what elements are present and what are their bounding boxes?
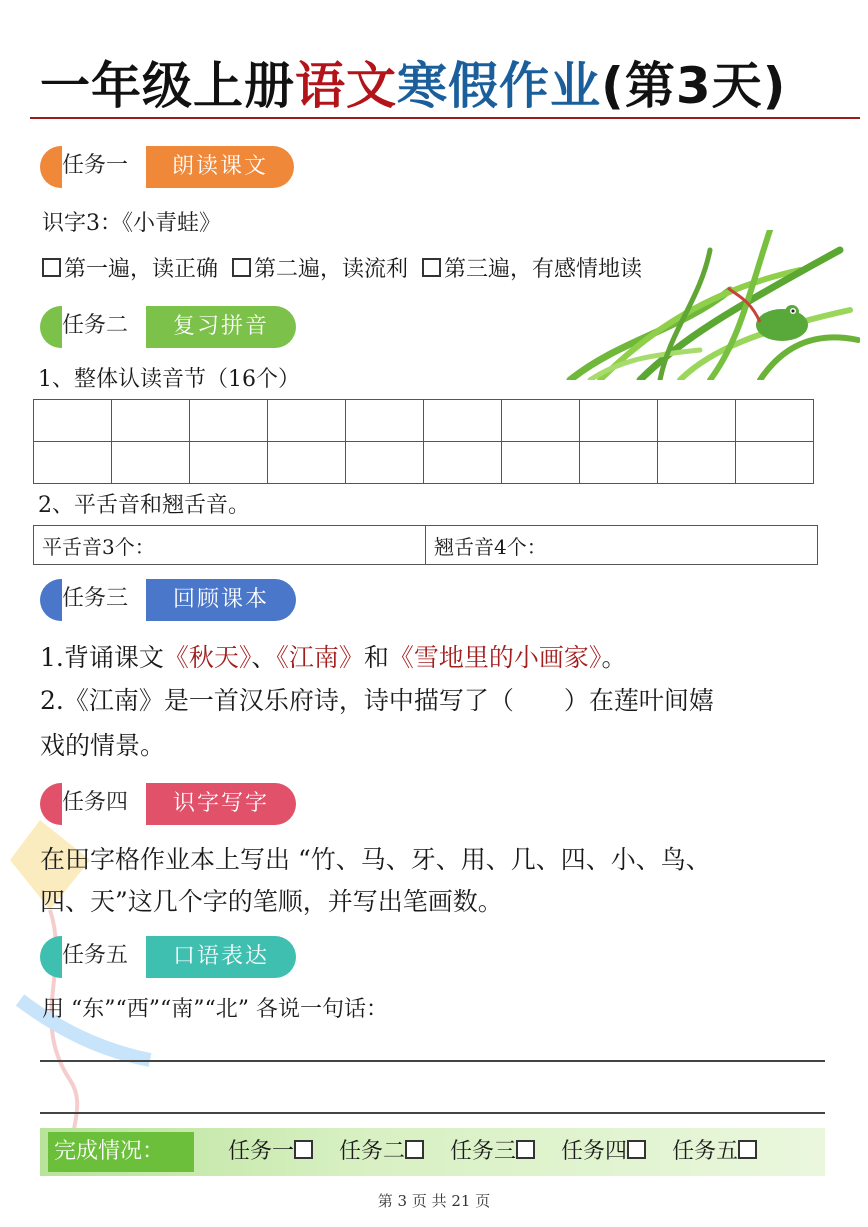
checkbox-icon[interactable] [42,258,61,277]
completion-item-3-label: 任务三 [450,1139,517,1164]
task3-q1-sep2: 和 [363,643,389,672]
completion-items [228,1134,776,1170]
grid-cell[interactable] [190,400,268,442]
completion-item-5-label: 任务五 [672,1139,739,1164]
grid-cell[interactable] [580,400,658,442]
grid-cell[interactable] [346,442,424,484]
grid-cell[interactable] [424,442,502,484]
task4-header [40,781,300,825]
completion-bar [40,1128,825,1176]
task3-q1-prefix: 1.背诵课文 [40,643,164,672]
completion-item-4[interactable] [561,1139,649,1164]
title-divider [30,117,860,119]
task1-check-3-label: 第三遍，有感情地读 [444,257,643,282]
task3-header [40,577,300,621]
completion-item-2-label: 任务二 [339,1139,406,1164]
task2-q2: 2、平舌音和翘舌音。 [38,493,250,518]
completion-label: 完成情况： [48,1132,194,1172]
task3-q1-end: 。 [601,643,627,672]
task1-label: 任务一 [62,144,152,188]
checkbox-icon[interactable] [516,1140,535,1159]
task1-check-3[interactable] [422,257,642,282]
grid-row [34,442,814,484]
flat-tongue-cell[interactable]: 平舌音3个： [34,526,426,565]
checkbox-icon[interactable] [405,1140,424,1159]
checkbox-icon[interactable] [422,258,441,277]
task1-lesson: 识字3：《小青蛙》 [42,211,221,236]
grid-cell[interactable] [34,400,112,442]
grid-cell[interactable] [268,442,346,484]
tongue-row [34,526,818,565]
task4-label: 任务四 [62,781,152,825]
task3-q2-line1: 2.《江南》是一首汉乐府诗，诗中描写了（ ）在莲叶间嬉 [40,686,714,715]
completion-item-1[interactable] [228,1139,316,1164]
checkbox-icon[interactable] [627,1140,646,1159]
completion-item-4-label: 任务四 [561,1139,628,1164]
title-subject: 语文 [295,57,397,115]
task3-q2-line2: 戏的情景。 [40,731,166,760]
completion-item-3[interactable] [450,1139,538,1164]
page-title [40,50,860,122]
task1-check-2[interactable] [232,257,408,282]
syllable-grid [33,399,814,484]
curled-tongue-cell[interactable]: 翘舌音4个： [426,526,818,565]
answer-line-2[interactable] [40,1112,825,1114]
checkbox-icon[interactable] [294,1140,313,1159]
grid-cell[interactable] [580,442,658,484]
task4-pill: 识字写字 [146,783,296,825]
task1-check-1-label: 第一遍，读正确 [64,257,219,282]
grid-cell[interactable] [268,400,346,442]
title-homework: 寒假作业 [397,57,601,115]
completion-item-5[interactable] [672,1139,760,1164]
task5-label: 任务五 [62,934,152,978]
task4-line1: 在田字格作业本上写出 “竹、马、牙、用、几、四、小、鸟、 [40,845,711,874]
task2-pill: 复习拼音 [146,306,296,348]
task1-pill: 朗读课文 [146,146,294,188]
text-jiangnan: 《江南》 [276,643,364,672]
grid-cell[interactable] [190,442,268,484]
task5-header [40,934,300,978]
grid-cell[interactable] [502,442,580,484]
checkbox-icon[interactable] [738,1140,757,1159]
task1-check-1[interactable] [42,257,218,282]
task4-line2: 四、天”这几个字的笔顺，并写出笔画数。 [40,887,503,916]
text-autumn: 《秋天》 [163,643,252,672]
grid-cell[interactable] [658,442,736,484]
tongue-table [33,525,818,565]
completion-item-1-label: 任务一 [228,1139,295,1164]
grid-cell[interactable] [736,400,814,442]
task3-label: 任务三 [62,577,152,621]
task1-check-2-label: 第二遍，读流利 [254,257,409,282]
title-grade: 一年级上册 [40,57,295,115]
task1-header [40,144,300,188]
text-little-painter: 《雪地里的小画家》 [388,643,602,672]
grid-row [34,400,814,442]
completion-item-2[interactable] [339,1139,427,1164]
page-number: 第 3 页 共 21 页 [377,1192,491,1210]
grid-cell[interactable] [34,442,112,484]
answer-line-1[interactable] [40,1060,825,1062]
grid-cell[interactable] [658,400,736,442]
grid-cell[interactable] [112,442,190,484]
grid-cell[interactable] [112,400,190,442]
grid-cell[interactable] [502,400,580,442]
task2-header [40,304,300,348]
title-day: (第3天) [601,57,787,115]
grid-cell[interactable] [424,400,502,442]
task3-q1 [40,640,626,676]
grid-cell[interactable] [736,442,814,484]
grid-cell[interactable] [346,400,424,442]
task3-pill: 回顾课本 [146,579,296,621]
task2-q1: 1、整体认读音节（16个） [38,367,300,392]
task5-prompt: 用 “东”“西”“南”“北” 各说一句话： [42,997,388,1022]
task3-q1-sep1: 、 [251,643,277,672]
task2-label: 任务二 [62,304,152,348]
checkbox-icon[interactable] [232,258,251,277]
task1-checklist [42,254,642,286]
task5-pill: 口语表达 [146,936,296,978]
grass-frog-illustration [560,230,860,380]
